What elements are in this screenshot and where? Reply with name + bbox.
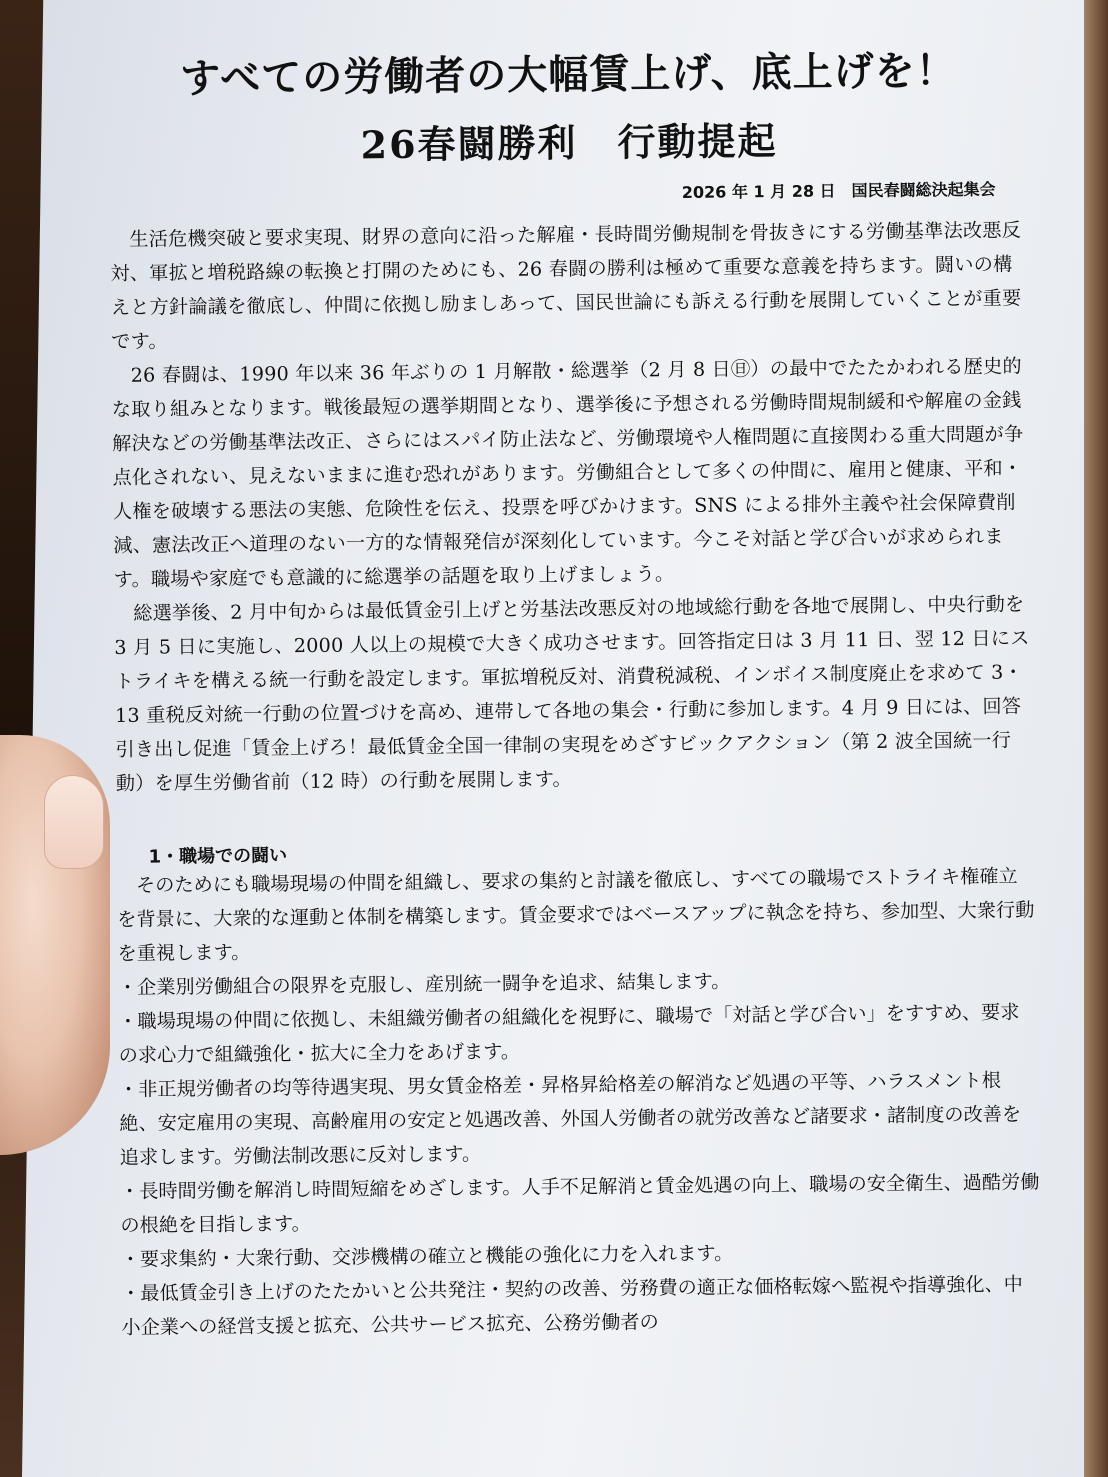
paragraph-3: 総選挙後、2 月中旬からは最低賃金引上げと労基法改悪反対の地域総行動を各地で展開し、中央行動を 3 月 5 日に実施し、2000 人以上の規模で大きく成功させます。回答指定日は 3 月 11 日、翌 12 日にストライキを構える統一行動を設定します。軍拡増税反対、消費税減税、インボイス制度廃止を求めて 3・13 重税反対統一行動の位置づけを高め、連帯して各地の集会・行動に参加します。4 月 9 日には、回答引き出し促進「賃金上げろ！最低賃金全国一律制の実現をめざすビックアクション（第 2 波全国統一行動）を厚生労働省前（12 時）の行動を展開します。 (114, 592, 1030, 795)
bullet-item: ・最低賃金引き上げのたたかいと公共発注・契約の改善、労務費の適正な価格転嫁へ監視や指導強化、中小企業への経営支援と拡充、公共サービス拡充、公務労働者の (121, 1272, 1024, 1339)
thumb-nail (44, 775, 104, 869)
bullet-item: ・職場現場の仲間に依拠し、未組織労働者の組織化を視野に、職場で「対話と学び合い」をすすめ、要求の求心力で組織強化・拡大に全力をあげます。 (118, 1000, 1020, 1067)
flyer-content (108, 30, 1042, 1345)
paragraph-2: 26 春闘は、1990 年以来 36 年ぶりの 1 月解散・総選挙（2 月 8 日㊐）の最中でたたかわれる歴史的な取り組みとなります。戦後最短の選挙期間となり、選挙後に予想される労働時間規制緩和や解雇の金銭解決などの労働基準法改正、さらにはスパイ防止法など、労働環境や人権問題に直接関わる重大問題が争点化されない、見えないままに進む恐れがあります。労働組合として多くの仲間に、雇用と健康、平和・人権を破壊する悪法の実態、危険性を伝え、投票を呼びかけます。SNS による排外主義や社会保障費削減、憲法改正へ道理のない一方的な情報発信が深刻化しています。今こそ対話と学び合いが求められます。職場や家庭でも意識的に総選挙の話題を取り上げましょう。 (111, 354, 1024, 591)
section-1-intro: そのためにも職場現場の仲間を組織し、要求の集約と討議を徹底し、すべての職場でストライキ権確立を背景に、大衆的な運動と体制を構築します。賃金要求ではベースアップに執念を持ち、参加型、大衆行動を重視します。 (117, 864, 1035, 965)
bullet-item: ・要求集約・大衆行動、交渉機構の確立と機能の強化に力を入れます。 (120, 1241, 734, 1271)
bullet-item: ・長時間労働を解消し時間短縮をめざします。人手不足解消と賃金処遇の向上、職場の安全衛生、過酷労働の根絶を目指します。 (119, 1170, 1040, 1237)
bullet-item: ・企業別労働組合の限界を克服し、産別統一闘争を追求、結集します。 (117, 969, 731, 999)
flyer-subtitle: 26春闘勝利 行動提起 (360, 117, 778, 168)
flyer-title: すべての労働者の大幅賃上げ、底上げを！ (179, 47, 957, 103)
paragraph-1: 生活危機突破と要求実現、財界の意向に沿った解雇・長時間労働規制を骨抜きにする労働基準法改悪反対、軍拡と増税路線の転換と打開のためにも、26 春闘の勝利は極めて重要な意義を持ちます。闘いの構えと方針論議を徹底し、仲間に依拠し励ましあって、国民世論にも訴える行動を展開していくことが重要です。 (110, 218, 1022, 353)
date-line: 2026 年 1 月 28 日 国民春闘総決起集会 (681, 179, 996, 202)
section-1-heading: 1・職場での闘い (148, 845, 288, 868)
bullet-item: ・非正規労働者の均等待遇実現、男女賃金格差・昇格昇給格差の解消など処遇の平等、ハラスメント根絶、安定雇用の実現、高齢雇用の安定と処遇改善、外国人労働者の就労改善など諸要求・諸制度の改善を追求します。労働法制改悪に反対します。 (118, 1068, 1022, 1169)
